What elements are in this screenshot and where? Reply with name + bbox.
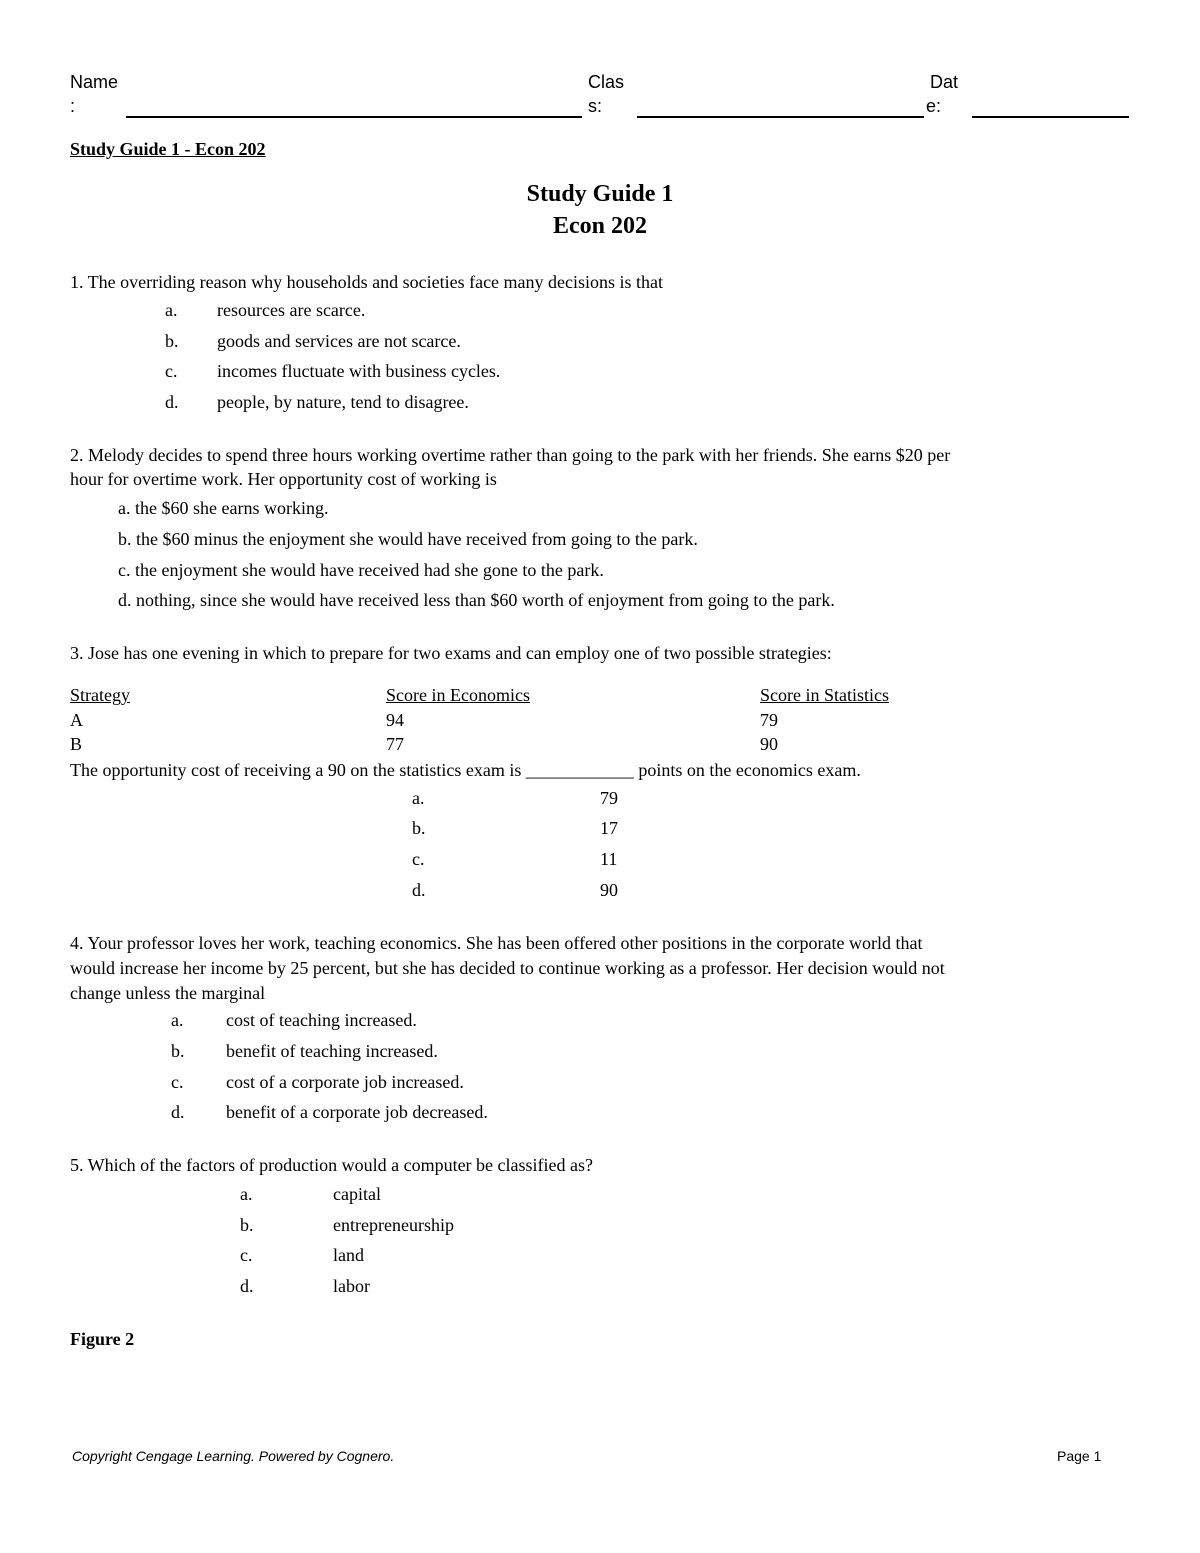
q1-option-a[interactable]: resources are scarce.: [217, 300, 366, 320]
page-title: Study Guide 1: [526, 181, 674, 207]
q4-option-a[interactable]: cost of teaching increased.: [226, 1010, 417, 1030]
q4-option-b[interactable]: benefit of teaching increased.: [226, 1041, 438, 1061]
q3-option-b[interactable]: 17: [600, 818, 618, 838]
q3-option-d[interactable]: 90: [600, 880, 618, 900]
table-cell: 90: [760, 734, 778, 754]
question-5-stem: 5. Which of the factors of production would a computer be classified as?: [70, 1155, 594, 1175]
q4-option-d[interactable]: benefit of a corporate job decreased.: [226, 1102, 488, 1122]
question-1-stem: 1. The overriding reason why households and societies face many decisions is that: [70, 272, 664, 292]
date-label: Dat: [930, 72, 959, 92]
q3-option-letter: a.: [412, 788, 425, 808]
question-4-stem-line3: change unless the marginal: [70, 983, 266, 1003]
q5-option-b[interactable]: entrepreneurship: [333, 1215, 454, 1235]
q5-option-letter: c.: [240, 1245, 253, 1265]
class-label: Clas: [588, 72, 625, 92]
name-label-colon: :: [70, 96, 76, 116]
q5-option-c[interactable]: land: [333, 1245, 364, 1265]
q1-option-c[interactable]: incomes fluctuate with business cycles.: [217, 361, 501, 381]
q5-option-d[interactable]: labor: [333, 1276, 370, 1296]
q1-option-b[interactable]: goods and services are not scarce.: [217, 331, 461, 351]
q3-option-a[interactable]: 79: [600, 788, 618, 808]
q1-option-letter: d.: [165, 392, 179, 412]
table-cell: 77: [386, 734, 404, 754]
class-label-colon: s:: [588, 96, 603, 116]
question-3-prompt: The opportunity cost of receiving a 90 on the statistics exam is ____________ points on the economics exam.: [70, 760, 861, 780]
table-header-statistics: Score in Statistics: [760, 685, 889, 705]
q5-option-letter: a.: [240, 1184, 253, 1204]
date-input-line[interactable]: [972, 116, 1129, 118]
q1-option-letter: a.: [165, 300, 178, 320]
q3-option-letter: b.: [412, 818, 426, 838]
name-label: Name: [70, 72, 119, 92]
table-cell: A: [70, 710, 83, 730]
q2-option-c[interactable]: c. the enjoyment she would have received had she gone to the park.: [118, 560, 604, 580]
table-cell: 79: [760, 710, 778, 730]
class-input-line[interactable]: [637, 116, 924, 118]
name-input-line[interactable]: [126, 116, 582, 118]
q4-option-letter: b.: [171, 1041, 185, 1061]
figure-label: Figure 2: [70, 1329, 135, 1349]
question-3-stem: 3. Jose has one evening in which to prepare for two exams and can employ one of two possible strategies:: [70, 643, 832, 663]
q3-option-letter: d.: [412, 880, 426, 900]
q4-option-letter: d.: [171, 1102, 185, 1122]
q4-option-letter: a.: [171, 1010, 184, 1030]
q5-option-letter: b.: [240, 1215, 254, 1235]
question-2-stem-line2: hour for overtime work. Her opportunity cost of working is: [70, 469, 497, 489]
question-2-stem-line1: 2. Melody decides to spend three hours working overtime rather than going to the park with her friends. She earns $20 per: [70, 445, 951, 465]
doc-label: Study Guide 1 - Econ 202: [70, 139, 266, 159]
table-cell: 94: [386, 710, 404, 730]
question-4-stem-line2: would increase her income by 25 percent, but she has decided to continue working as a professor. Her decision would not: [70, 958, 945, 978]
q2-option-b[interactable]: b. the $60 minus the enjoyment she would have received from going to the park.: [118, 529, 698, 549]
q3-option-c[interactable]: 11: [600, 849, 618, 869]
q2-option-d[interactable]: d. nothing, since she would have received less than $60 worth of enjoyment from going to the park.: [118, 590, 835, 610]
question-4-stem-line1: 4. Your professor loves her work, teaching economics. She has been offered other positions in the corporate world that: [70, 933, 923, 953]
q3-option-letter: c.: [412, 849, 425, 869]
footer-page-number: Page 1: [1057, 1448, 1102, 1464]
date-label-colon: e:: [926, 96, 942, 116]
footer-copyright: Copyright Cengage Learning. Powered by Cognero.: [72, 1448, 395, 1464]
table-header-strategy: Strategy: [70, 685, 130, 705]
q1-option-letter: b.: [165, 331, 179, 351]
q2-option-a[interactable]: a. the $60 she earns working.: [118, 498, 329, 518]
q4-option-c[interactable]: cost of a corporate job increased.: [226, 1072, 464, 1092]
q1-option-d[interactable]: people, by nature, tend to disagree.: [217, 392, 469, 412]
table-cell: B: [70, 734, 83, 754]
q5-option-a[interactable]: capital: [333, 1184, 381, 1204]
q1-option-letter: c.: [165, 361, 178, 381]
table-header-economics: Score in Economics: [386, 685, 530, 705]
page-subtitle: Econ 202: [552, 213, 647, 239]
q4-option-letter: c.: [171, 1072, 184, 1092]
q5-option-letter: d.: [240, 1276, 254, 1296]
